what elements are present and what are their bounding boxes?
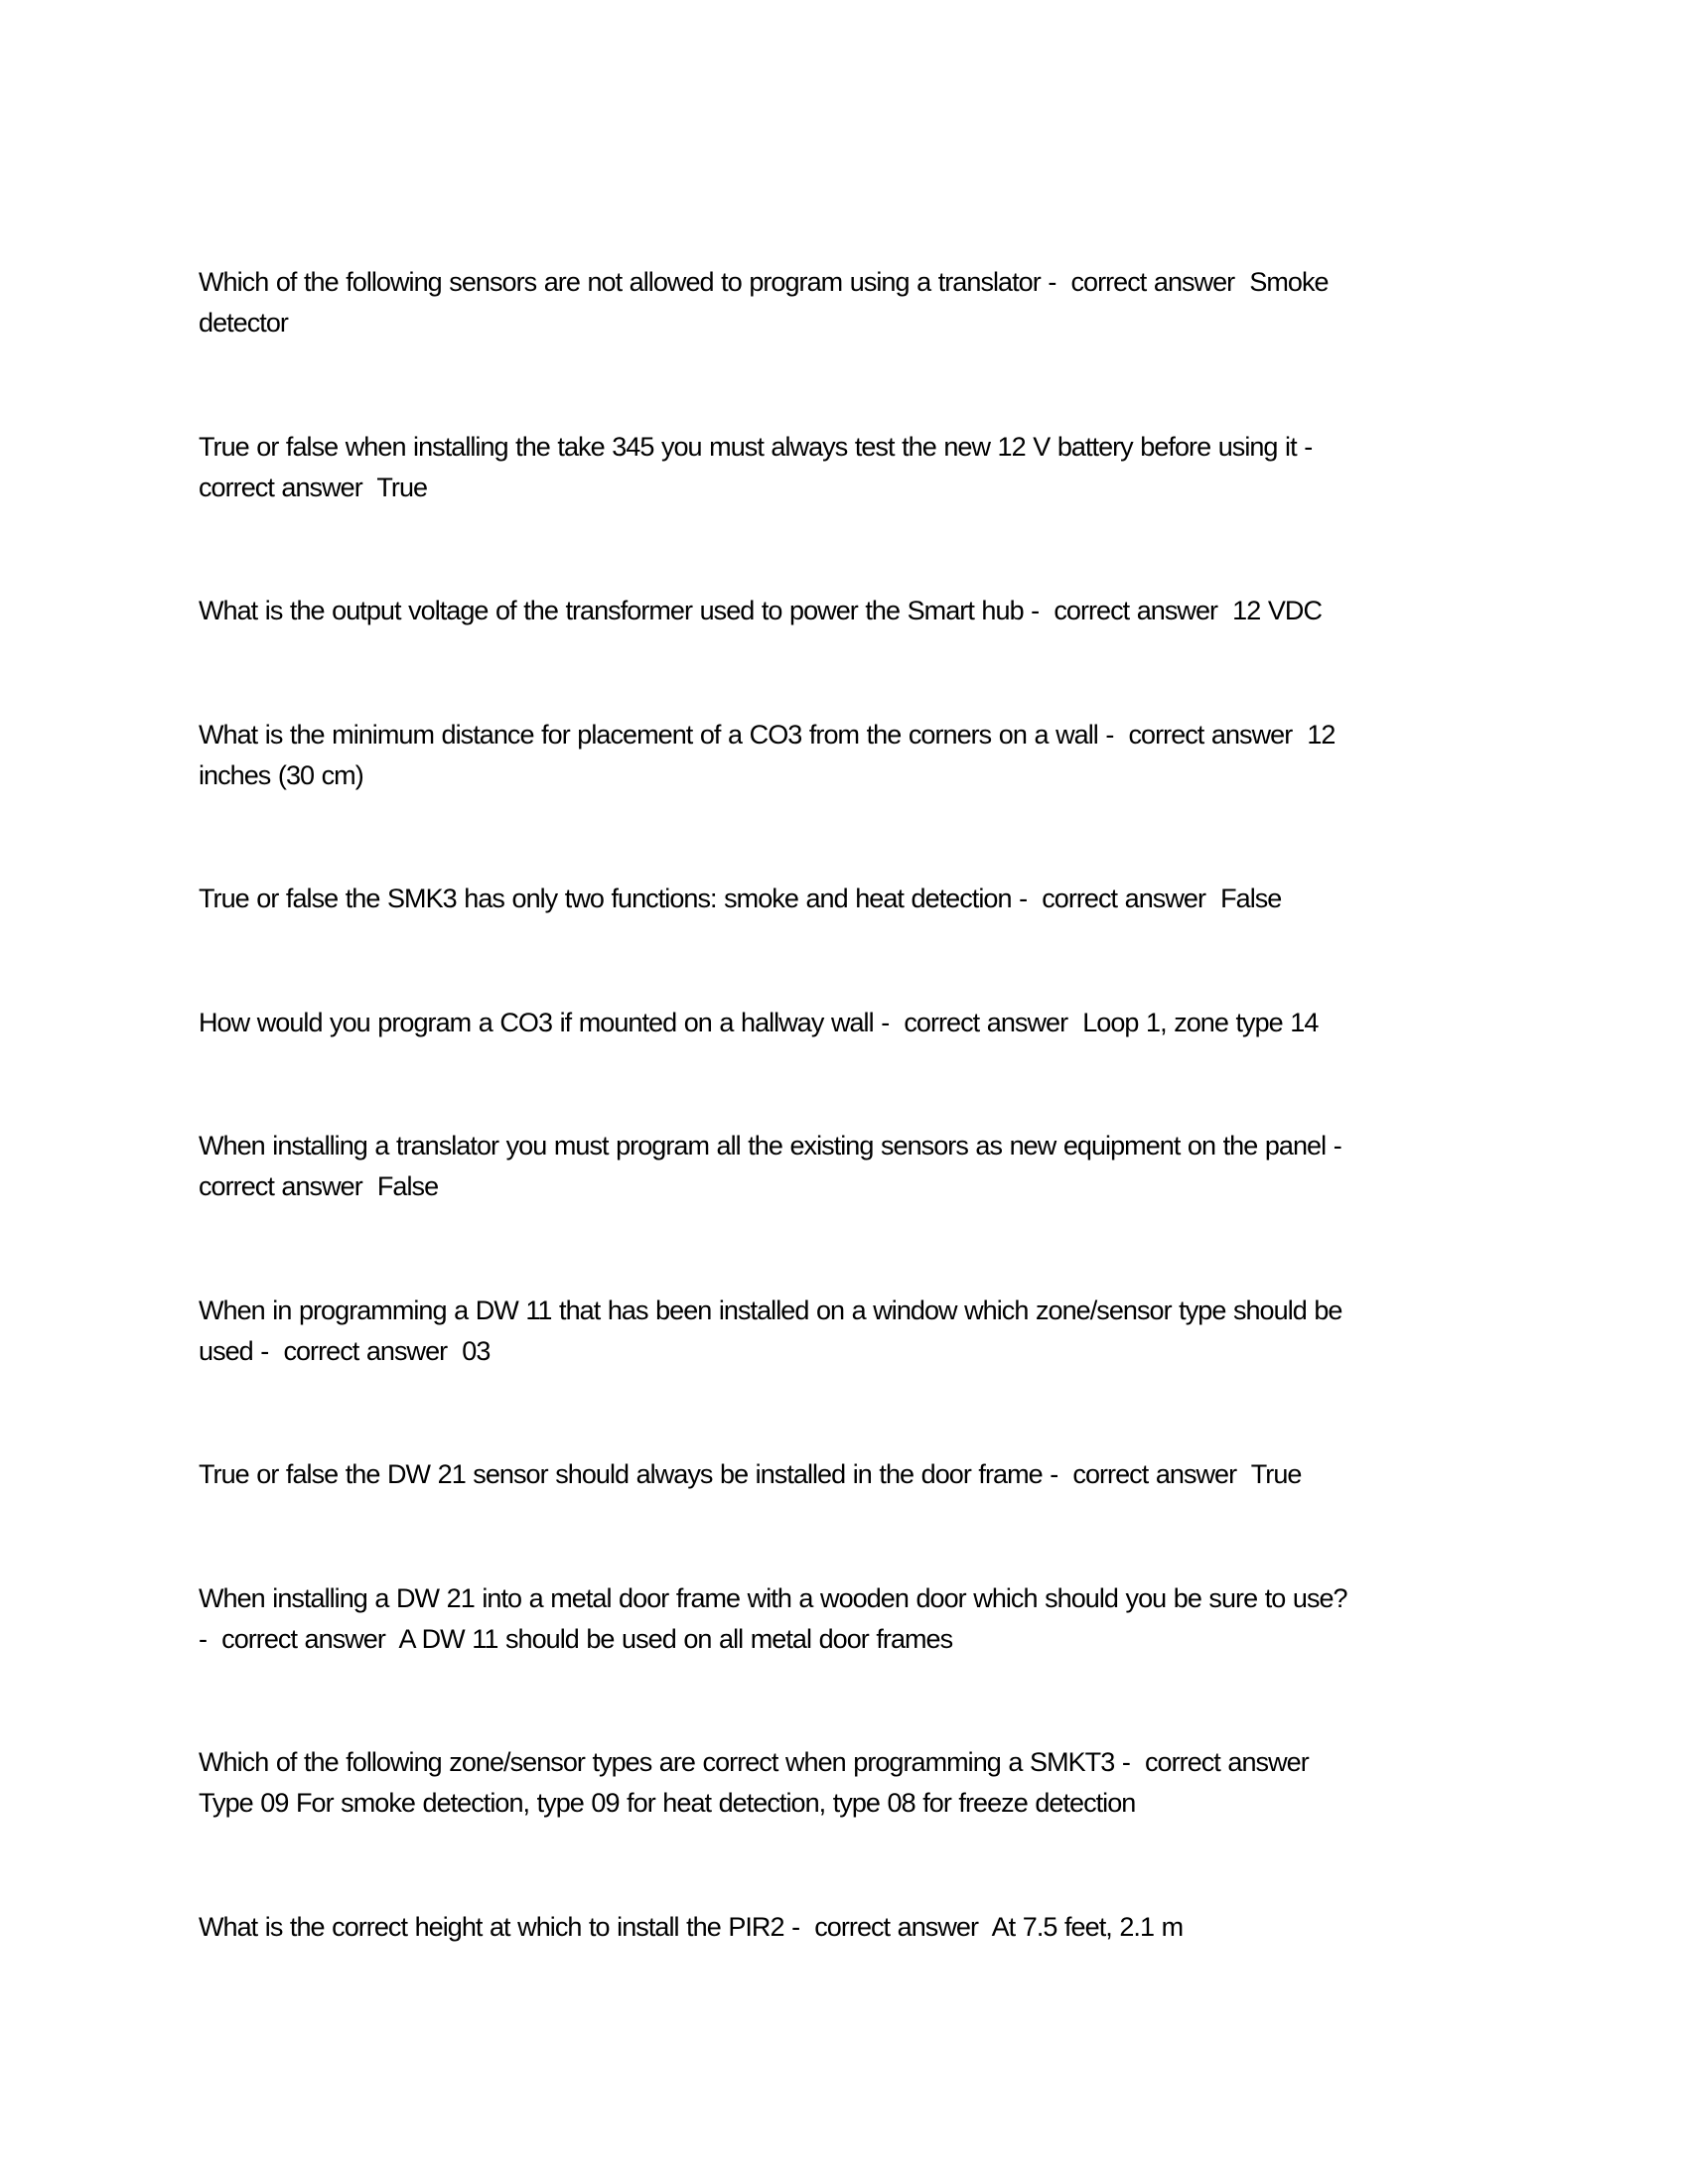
question-line: - correct answer A DW 11 should be used on all metal door frames [199, 1623, 953, 1654]
qa-item [199, 1578, 1509, 1660]
question-line: Type 09 For smoke detection, type 09 for heat detection, type 08 for freeze detection [199, 1788, 1136, 1818]
question-line: used - correct answer 03 [199, 1335, 491, 1366]
qa-item [199, 1126, 1509, 1207]
question-line: True or false the SMK3 has only two functions: smoke and heat detection - correct answer False [199, 884, 1282, 913]
question-line: True or false the DW 21 sensor should always be installed in the door frame - correct answer True [199, 1459, 1302, 1489]
question-line: When installing a translator you must program all the existing sensors as new equipment on the panel - [199, 1131, 1341, 1160]
question-line: What is the minimum distance for placement of a CO3 from the corners on a wall - correct answer 12 [199, 719, 1336, 750]
question-line: Which of the following zone/sensor types are correct when programming a SMKT3 - correct answer [199, 1747, 1309, 1777]
question-line: detector [199, 308, 288, 338]
qa-item [199, 1454, 1509, 1495]
question-line: True or false when installing the take 345 you must always test the new 12 V battery before using it - [199, 431, 1313, 462]
qa-item [199, 879, 1509, 919]
qa-item [199, 1003, 1509, 1043]
qa-item [199, 1291, 1509, 1372]
qa-item [199, 262, 1509, 343]
question-line: What is the output voltage of the transformer used to power the Smart hub - correct answer 12 VDC [199, 596, 1323, 625]
qa-item [199, 591, 1509, 631]
qa-item [199, 715, 1509, 796]
question-line: inches (30 cm) [199, 759, 363, 790]
qa-item [199, 1907, 1509, 1948]
qa-item [199, 427, 1509, 508]
question-line: When installing a DW 21 into a metal door frame with a wooden door which should you be sure to use? [199, 1582, 1347, 1613]
question-line: When in programming a DW 11 that has been installed on a window which zone/sensor type should be [199, 1295, 1342, 1325]
question-line: correct answer False [199, 1171, 439, 1201]
question-line: Which of the following sensors are not allowed to program using a translator - correct answer Smoke [199, 267, 1329, 297]
qa-item [199, 1742, 1509, 1824]
question-line: What is the correct height at which to install the PIR2 - correct answer At 7.5 feet, 2.1 m [199, 1911, 1184, 1942]
document-page [199, 262, 1509, 2030]
question-line: correct answer True [199, 472, 428, 502]
question-line: How would you program a CO3 if mounted on a hallway wall - correct answer Loop 1, zone type 14 [199, 1007, 1319, 1037]
